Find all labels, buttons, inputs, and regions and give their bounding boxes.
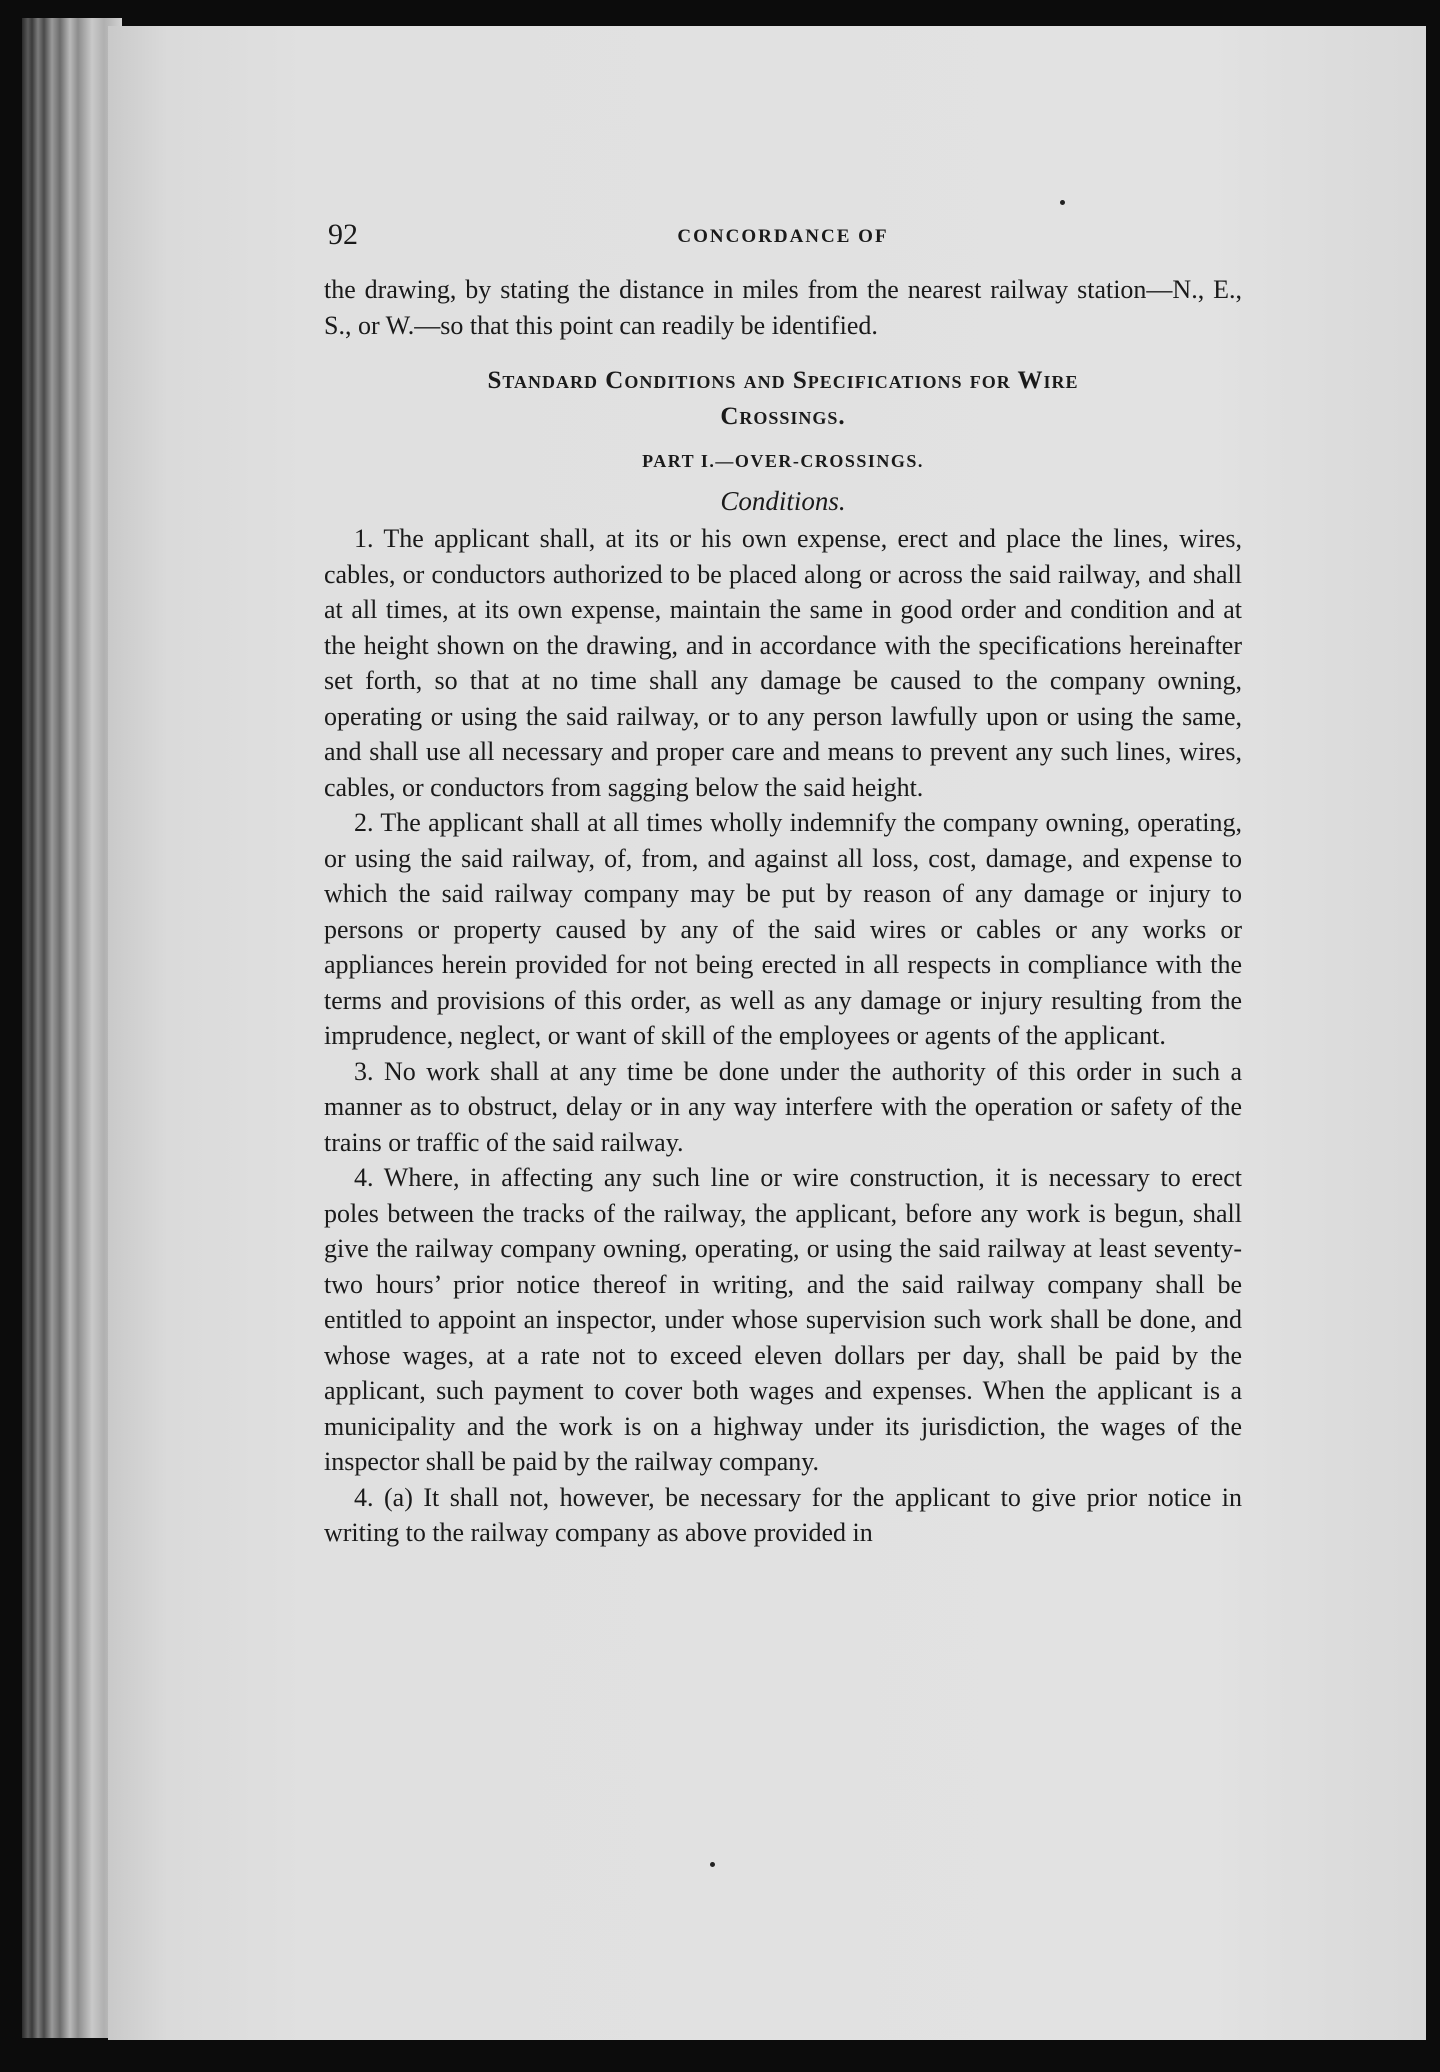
page-number: 92	[328, 218, 358, 251]
paragraph-4: 4. Where, in affecting any such line or wire construction, it is necessary to erect poles between the tracks of the railway, the applicant, before any work is begun, shall give the railway company owning, operating, or using the said railway at least seventy-two hours’ prior notice thereof in writing, and the said railway company shall be entitled to appoint an inspector, under whose supervision such work shall be done, and whose wages, at a rate not to exceed eleven dollars per day, shall be paid by the applicant, such payment to cover both wages and expenses. When the applicant is a municipality and the work is on a highway under its jurisdiction, the wages of the inspector shall be paid by the railway company.	[324, 1163, 1242, 1476]
paragraph-3: 3. No work shall at any time be done under the authority of this order in such a manner as to obstruct, delay or in any way interfere with the operation or safety of the trains or traffic of the said railway.	[324, 1056, 1242, 1157]
speck	[710, 1862, 715, 1867]
running-head-title: CONCORDANCE OF	[677, 226, 889, 247]
speck	[1060, 200, 1065, 205]
paragraph-2: 2. The applicant shall at all times wholly indemnify the company owning, operating, or using the said railway, of, from, and against all loss, cost, damage, and expense to which the said railway company may be put by reason of any damage or injury to persons or property caused by any of the said wires or cables or any works or appliances herein provided for not being erected in all respects in compliance with the terms and provisions of this order, as well as any damage or injury resulting from the imprudence, neglect, or want of skill of the employees or agents of the applicant.	[324, 808, 1242, 1050]
part-heading: PART I.—OVER-CROSSINGS.	[642, 451, 924, 471]
paragraph-1: 1. The applicant shall, at its or his own expense, erect and place the lines, wires, cables, or conductors authorized to be placed along or across the said railway, and shall at all times, at its own expense, maintain the same in good order and condition and at the height shown on the drawing, and in accordance with the specifications hereinafter set forth, so that at no time shall any damage be caused to the company owning, operating or using the said railway, or to any person lawfully upon or using the same, and shall use all necessary and proper care and means to prevent any such lines, wires, cables, or conductors from sagging below the said height.	[324, 524, 1242, 802]
running-head	[324, 218, 1242, 258]
conditions-subheading: Conditions.	[720, 486, 846, 516]
section-heading-line-1: Standard Conditions and Specifications for Wire	[487, 367, 1079, 394]
book-spine-edges	[22, 18, 122, 2038]
section-heading-line-2: Crossings.	[720, 403, 846, 430]
page-text-block	[324, 218, 1242, 1551]
section-heading	[324, 363, 1242, 435]
paragraph-4a: 4. (a) It shall not, however, be necessary for the applicant to give prior notice in writing to the railway company as above provided in	[324, 1482, 1242, 1547]
opening-paragraph: the drawing, by stating the distance in miles from the nearest railway station—N., E., S., or W.—so that this point can readily be identified.	[324, 275, 1242, 340]
